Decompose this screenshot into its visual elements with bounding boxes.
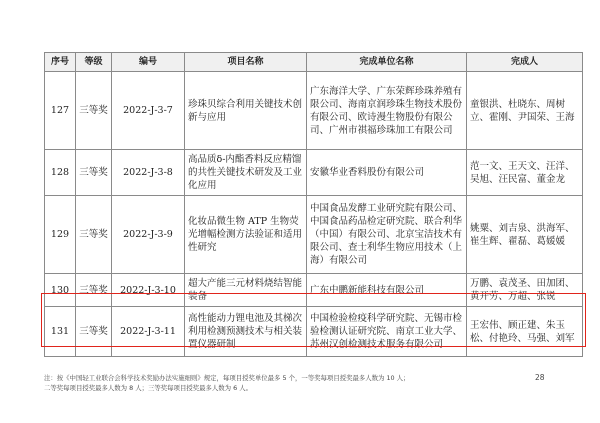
row-grade: 三等奖	[76, 307, 112, 357]
row-people: 范一文、王天文、汪洋、吴旭、汪民富、董金龙	[467, 150, 583, 196]
header-grade: 等级	[76, 53, 112, 72]
page-number: 28	[535, 373, 545, 382]
row-units: 广东海洋大学、广东荣辉珍珠养殖有限公司、海南京润珍珠生物技术股份有限公司、欧诗漫生物股份有限公司、广州市祺福珍珠加工有限公司	[307, 72, 467, 150]
header-units: 完成单位名称	[307, 53, 467, 72]
header-code: 编号	[112, 53, 185, 72]
header-project: 项目名称	[185, 53, 307, 72]
row-units: 中国食品发酵工业研究院有限公司、中国食品药品检定研究院、联合利华（中国）有限公司、北京宝洁技术有限公司、查士利华生物应用技术（上海）有限公司	[307, 196, 467, 274]
row-people: 万鹏、袁茂圣、田加团、黄开劳、万超、张锐	[467, 274, 583, 307]
header-people: 完成人	[467, 53, 583, 72]
row-index: 128	[45, 150, 76, 196]
row-project: 高性能动力锂电池及其梯次利用检测预测技术与相关装置仪器研制	[185, 307, 307, 357]
table-row	[45, 72, 583, 150]
row-project: 超大产能三元材料烧结智能装备	[185, 274, 307, 307]
row-index: 129	[45, 196, 76, 274]
row-index: 130	[45, 274, 76, 307]
footnote-line-2: 二等奖每项目授奖最多人数为 8 人；三等奖每项目授奖最多人数为 6 人。	[44, 384, 252, 392]
table-row	[45, 307, 583, 357]
table-row	[45, 196, 583, 274]
row-project: 高品质δ-内酯香料反应精馏的共性关键技术研发及工业化应用	[185, 150, 307, 196]
row-code: 2022-J-3-10	[112, 274, 185, 307]
row-people: 姚粟、刘吉泉、洪海军、崔生辉、翟磊、葛媛媛	[467, 196, 583, 274]
awards-table	[44, 52, 583, 357]
row-units: 广东中鹏新能科技有限公司	[307, 274, 467, 307]
table-row	[45, 150, 583, 196]
row-project: 珍珠贝综合利用关键技术创新与应用	[185, 72, 307, 150]
row-index: 127	[45, 72, 76, 150]
table-header-row	[45, 53, 583, 72]
row-code: 2022-J-3-8	[112, 150, 185, 196]
row-grade: 三等奖	[76, 196, 112, 274]
row-grade: 三等奖	[76, 72, 112, 150]
table-row	[45, 274, 583, 307]
row-grade: 三等奖	[76, 150, 112, 196]
row-people: 童银洪、杜晓东、周树立、霍刚、尹国荣、王海	[467, 72, 583, 150]
row-index: 131	[45, 307, 76, 357]
row-people: 王宏伟、顾正建、朱玉松、付艳玲、马强、刘军	[467, 307, 583, 357]
row-code: 2022-J-3-11	[112, 307, 185, 357]
row-units: 安徽华业香料股份有限公司	[307, 150, 467, 196]
footnote-line-1: 注：按《中国轻工业联合会科学技术奖励办法实施细则》规定，每项目授奖单位最多 5 个，一等奖每项目授奖最多人数为 10 人；	[44, 374, 410, 382]
row-code: 2022-J-3-7	[112, 72, 185, 150]
row-code: 2022-J-3-9	[112, 196, 185, 274]
row-grade: 三等奖	[76, 274, 112, 307]
footnote	[44, 373, 514, 393]
header-index: 序号	[45, 53, 76, 72]
row-project: 化妆品微生物 ATP 生物荧光增幅检测方法验证和适用性研究	[185, 196, 307, 274]
row-units: 中国检验检疫科学研究院、无锡市检验检测认证研究院、南京工业大学、苏州汉创检测技术服务有限公司	[307, 307, 467, 357]
